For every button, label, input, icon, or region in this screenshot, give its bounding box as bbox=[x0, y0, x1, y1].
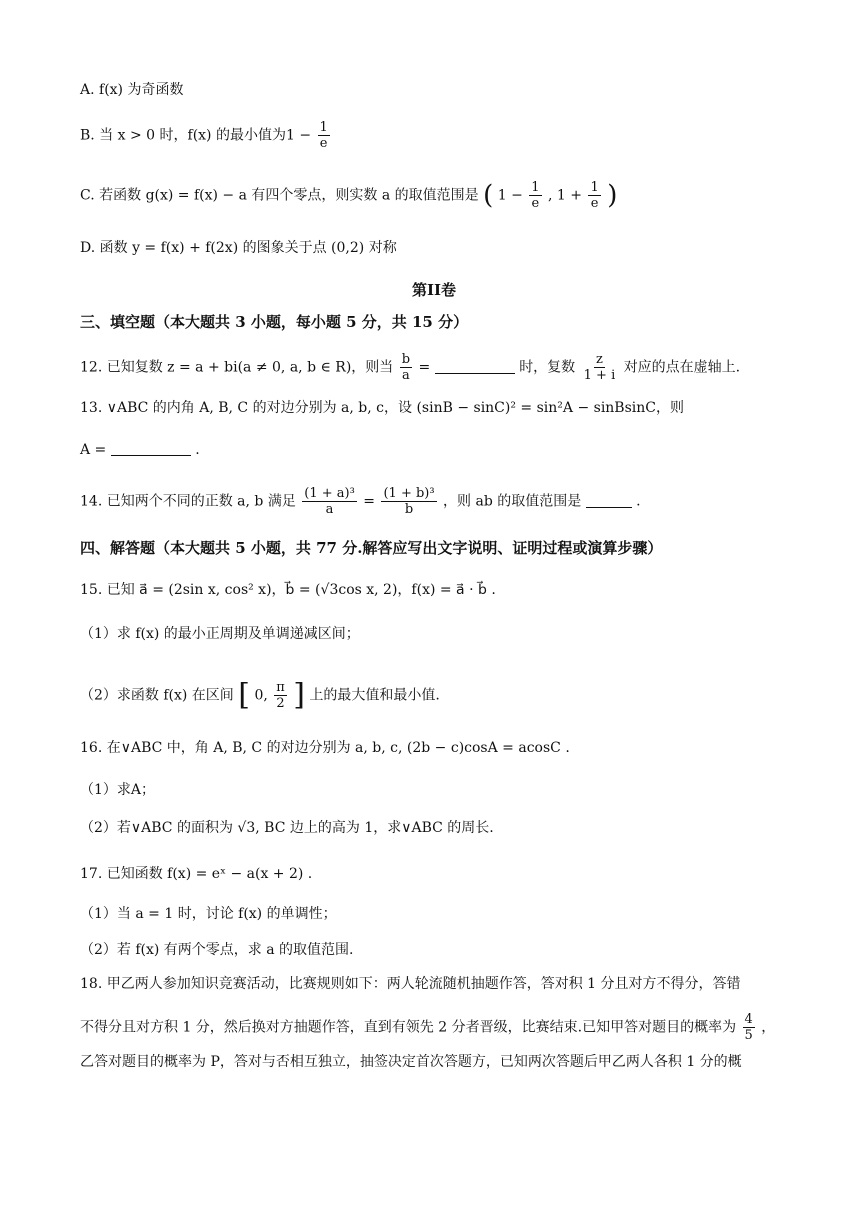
q15-p2-suffix: 上的最大值和最小值. bbox=[309, 687, 440, 704]
frac-denominator: 2 bbox=[276, 696, 285, 711]
q12-fraction-2 bbox=[582, 352, 618, 383]
frac-denominator: 5 bbox=[744, 1028, 753, 1043]
frac-denominator: a bbox=[402, 368, 410, 383]
q12-answer-blank bbox=[435, 359, 515, 374]
frac-numerator: (1 + b)³ bbox=[383, 486, 435, 501]
q14-end: . bbox=[636, 493, 641, 510]
question-15-part1: （1）求 f(x) 的最小正周期及单调递减区间； bbox=[80, 626, 360, 642]
q18-fraction bbox=[743, 1012, 755, 1043]
frac-numerator: 1 bbox=[531, 180, 540, 195]
question-14 bbox=[80, 486, 800, 517]
right-paren: ) bbox=[607, 180, 618, 211]
frac-numerator: z bbox=[596, 352, 603, 367]
question-17-part2: （2）若 f(x) 有两个零点，求 a 的取值范围. bbox=[80, 942, 354, 958]
question-18-line2 bbox=[80, 1012, 800, 1043]
question-13-line1: 13. ∨ABC 的内角 A, B, C 的对边分别为 a, b, c，设 (sinB − sinC)² = sin²A − sinBsinC，则 bbox=[80, 400, 684, 416]
q13-prefix: A = bbox=[80, 442, 107, 458]
option-d-text: D. 函数 y = f(x) + f(2x) 的图象关于点 (0,2) 对称 bbox=[80, 240, 397, 256]
q12-suffix: 对应的点在虚轴上. bbox=[623, 359, 741, 376]
question-17-part1: （1）当 a = 1 时，讨论 f(x) 的单调性； bbox=[80, 906, 337, 922]
option-a bbox=[80, 80, 800, 100]
interval-mid: , 1 + bbox=[548, 187, 582, 204]
frac-denominator: e bbox=[319, 136, 328, 151]
left-paren: ( bbox=[483, 180, 494, 211]
frac-numerator: (1 + a)³ bbox=[304, 486, 355, 501]
section4-heading: 四、解答题（本大题共 5 小题，共 77 分.解答应写出文字说明、证明过程或演算步骤） bbox=[80, 539, 663, 557]
frac-numerator: π bbox=[276, 680, 285, 695]
option-b-fraction bbox=[318, 120, 330, 151]
frac-denominator: b bbox=[404, 502, 414, 517]
q13-suffix: . bbox=[195, 442, 200, 458]
right-bracket: ] bbox=[293, 677, 305, 713]
option-c-fraction-1 bbox=[529, 180, 541, 211]
option-c bbox=[80, 180, 800, 211]
frac-denominator: e bbox=[590, 196, 599, 211]
q14-prefix: 14. 已知两个不同的正数 a, b 满足 bbox=[80, 493, 296, 510]
frac-denominator: a bbox=[325, 502, 334, 517]
q14-fraction-2 bbox=[381, 486, 436, 517]
option-d bbox=[80, 238, 800, 258]
frac-numerator: 1 bbox=[319, 120, 328, 135]
question-15-stem: 15. 已知 a⃗ = (2sin x, cos² x)，b⃗ = (√3cos x, 2)，f(x) = a⃗ · b⃗ . bbox=[80, 582, 496, 598]
q13-answer-blank bbox=[111, 441, 191, 456]
q14-suffix: ，则 ab 的取值范围是 bbox=[443, 493, 582, 510]
section3-heading: 三、填空题（本大题共 3 小题，每小题 5 分，共 15 分） bbox=[80, 313, 469, 331]
q14-answer-blank bbox=[586, 493, 632, 508]
option-c-text: C. 若函数 g(x) = f(x) − a 有四个零点，则实数 a 的取值范围是 bbox=[80, 187, 479, 204]
frac-numerator: 4 bbox=[744, 1012, 753, 1027]
frac-numerator: 1 bbox=[590, 180, 599, 195]
q18-line2-suffix: ， bbox=[761, 1019, 776, 1036]
q15-p2-prefix: （2）求函数 f(x) 在区间 bbox=[80, 687, 234, 704]
option-c-fraction-2 bbox=[588, 180, 600, 211]
option-a-text: A. f(x) 为奇函数 bbox=[80, 82, 184, 98]
question-18-line1: 18. 甲乙两人参加知识竞赛活动，比赛规则如下：两人轮流随机抽题作答，答对积 1 分且对方不得分，答错 bbox=[80, 976, 741, 992]
q14-fraction-1 bbox=[302, 486, 357, 517]
question-16-part2: （2）若∨ABC 的面积为 √3, BC 边上的高为 1，求∨ABC 的周长. bbox=[80, 820, 494, 836]
frac-denominator: 1 + i bbox=[583, 368, 616, 383]
q12-prefix: 12. 已知复数 z = a + bi(a ≠ 0, a, b ∈ R)，则当 bbox=[80, 359, 394, 376]
left-bracket: [ bbox=[238, 677, 250, 713]
option-b-text: B. 当 x > 0 时，f(x) 的最小值为1 − bbox=[80, 127, 312, 144]
q15-fraction bbox=[274, 680, 287, 711]
q15-interval-left: 0, bbox=[254, 687, 268, 704]
question-15-part2 bbox=[80, 677, 800, 713]
q14-eq: = bbox=[363, 493, 376, 510]
question-16-part1: （1）求A； bbox=[80, 782, 156, 798]
frac-denominator: e bbox=[531, 196, 540, 211]
part2-title: 第II卷 bbox=[411, 281, 457, 299]
question-17-stem: 17. 已知函数 f(x) = eˣ − a(x + 2) . bbox=[80, 866, 313, 882]
q18-line2-prefix: 不得分且对方积 1 分，然后换对方抽题作答，直到有领先 2 分者晋级，比赛结束.已知甲答对题目的概率为 bbox=[80, 1019, 737, 1036]
question-18-line3: 乙答对题目的概率为 P，答对与否相互独立，抽签决定首次答题方，已知两次答题后甲乙两人各积 1 分的概 bbox=[80, 1054, 742, 1070]
q12-fraction-1 bbox=[400, 352, 412, 383]
option-b bbox=[80, 120, 800, 151]
question-13-line2 bbox=[80, 440, 800, 460]
frac-numerator: b bbox=[401, 352, 411, 367]
q12-after-blank: 时，复数 bbox=[519, 359, 576, 376]
interval-left: 1 − bbox=[497, 187, 523, 204]
question-12 bbox=[80, 352, 800, 383]
q12-eq: = bbox=[418, 359, 431, 376]
question-16-stem: 16. 在∨ABC 中，角 A, B, C 的对边分别为 a, b, c, (2b − c)cosA = acosC . bbox=[80, 740, 570, 756]
